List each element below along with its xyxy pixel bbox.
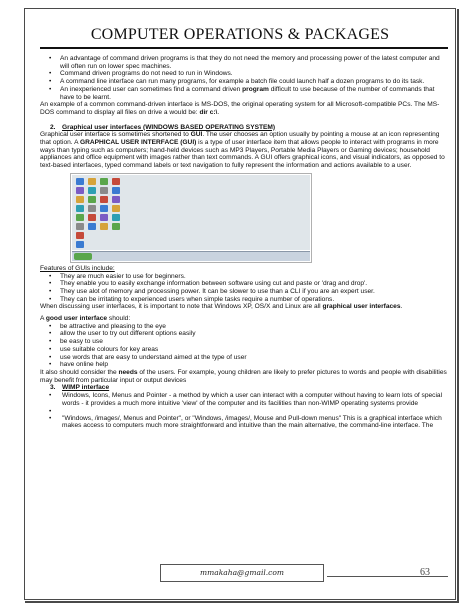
text-span: should: (107, 315, 131, 323)
desktop-icon (76, 223, 84, 230)
list-item: • be attractive and pleasing to the eye (40, 323, 450, 331)
list-item (40, 86, 450, 101)
text-span: When discussing user interfaces, it is important to note that Windows XP, OS/X and Linux are all (40, 303, 323, 311)
section-number: 3. (50, 384, 56, 392)
list-item: • use suitable colours for key areas (40, 346, 450, 354)
list-item: • allow the user to try out different options easily (40, 330, 450, 338)
start-button-icon (74, 253, 92, 260)
desktop-icon (76, 241, 84, 248)
list-item: • use words that are easy to understand aimed at the type of user (40, 354, 450, 362)
desktop-screenshot-image (70, 173, 312, 263)
text-span: . The user chooses an option usually by pointing a mouse at an icon representing that option. A (40, 131, 440, 147)
desktop-icon (76, 187, 84, 194)
text-span: . (400, 303, 403, 311)
list-item: • An advantage of command driven programs is that they do not need the memory and processing power of the latest computer and will often run on lower spec machines. (40, 55, 450, 70)
text-span: of the users. For example, young children are likely to prefer pictures to words and people with disabilities may benefit from particular input or output devices (40, 368, 447, 384)
list-gap (40, 408, 450, 415)
desktop-icon (112, 196, 120, 203)
text-span: . (217, 108, 220, 116)
good-ui-intro (40, 315, 450, 323)
desktop-icon (88, 223, 96, 230)
page-header-title: COMPUTER OPERATIONS & PACKAGES (90, 26, 390, 43)
features-heading: Features of GUIs include: (40, 264, 115, 272)
desktop-icon (112, 214, 120, 221)
list-item: • be easy to use (40, 338, 450, 346)
section-title: Graphical user interfaces (WINDOWS BASED OPERATING SYSTEM) (62, 123, 276, 131)
msdos-paragraph (40, 101, 450, 116)
text-span: An inexperienced user can sometimes find a command driven (60, 85, 243, 93)
command-text: dir c:\ (199, 108, 218, 116)
bold-term: good user interface (45, 315, 108, 323)
desktop-icon (76, 214, 84, 221)
discussion-paragraph (40, 303, 450, 311)
desktop-icon (76, 232, 84, 239)
section-title: WIMP interface (62, 384, 110, 392)
desktop-icon (100, 223, 108, 230)
list-item: • have online help (40, 361, 450, 369)
section-heading-gui (40, 124, 450, 132)
list-item: • "Windows, /images/, Menus and Pointer", or "Windows, /images/, Mouse and Pull-down menus" This is a graphical interface which makes access to computers much more straightforward and intuitive than the main alternative, the command-line interface. The (40, 415, 450, 430)
bold-term: graphical user interfaces (322, 303, 401, 311)
cli-bullet-list (40, 55, 450, 101)
text-span: A (40, 315, 46, 323)
desktop-icon (100, 205, 108, 212)
text-span: It also should consider the (40, 368, 119, 376)
taskbar (72, 251, 310, 261)
desktop-icon (112, 205, 120, 212)
bold-term: program (242, 85, 269, 93)
text-span: difficult to use because of the number of commands that have to be learnt. (60, 85, 435, 101)
list-item: • A command line interface can run many programs, for example a batch file could launch half a dozen programs to do its task. (40, 78, 450, 86)
footer-email: mmakaha@gmail.com (160, 564, 324, 582)
page-number: 63 (420, 567, 430, 578)
desktop-icon (88, 196, 96, 203)
good-ui-list (40, 323, 450, 369)
wimp-list (40, 392, 450, 430)
desktop-icon (88, 205, 96, 212)
desktop-icon (88, 178, 96, 185)
desktop-icon (100, 187, 108, 194)
list-item: • They can be irritating to experienced users when simple tasks require a number of operations. (40, 296, 450, 304)
header-rule (40, 47, 448, 49)
desktop-icon (88, 187, 96, 194)
bold-term: GRAPHICAL USER INTERFACE (GUI) (79, 139, 197, 147)
list-item: • They use alot of memory and processing power. It can be slower to use than a CLI if you are an expert user. (40, 288, 450, 296)
desktop-icon (100, 196, 108, 203)
needs-paragraph (40, 369, 450, 384)
list-item: • They enable you to easily exchange information between software using cut and paste or 'drag and drop'. (40, 280, 450, 288)
desktop-icon (112, 178, 120, 185)
desktop-icon (76, 196, 84, 203)
bold-term: needs (118, 368, 138, 376)
desktop-icon (112, 187, 120, 194)
desktop-background (72, 175, 310, 250)
gui-paragraph (40, 131, 450, 170)
desktop-icon (112, 223, 120, 230)
list-item: • Windows, Icons, Menus and Pointer - a method by which a user can interact with a computer without having to learn lots of special words - it provides a much more intuitive 'view' of the computer and its facilities than non-WIMP operating systems provide (40, 392, 450, 407)
page-content (40, 55, 450, 430)
features-list (40, 273, 450, 304)
text-span: Graphical user interface is sometimes shortened to (40, 131, 191, 139)
text-span: is a type of user interface item that allows people to interact with programs in more ways than typing such as computers; hand-held devices such as MP3 Players, Portable Media Players or Gaming devices; household appliances and office equipment with images rather than text commands. A GUI offers graphical icons, and visual indicators, as opposed to text-based interfaces, typed command labels or text navigation to fully represent the information and actions available to a user. (40, 139, 445, 170)
bold-term: GUI (190, 131, 203, 139)
desktop-icon (76, 178, 84, 185)
section-heading-wimp (40, 384, 450, 392)
desktop-icon (76, 205, 84, 212)
desktop-icon (88, 214, 96, 221)
text-span: An example of a common command-driven interface is MS-DOS, the original operating system for all Microsoft-compatible PCs. The MS-DOS command to display all files on drive a would be: (40, 101, 440, 116)
desktop-icon (100, 214, 108, 221)
section-number: 2. (50, 123, 56, 131)
list-item: • Command driven programs do not need to run in Windows. (40, 70, 450, 78)
desktop-icon (100, 178, 108, 185)
list-item: • They are much easier to use for beginners. (40, 273, 450, 281)
